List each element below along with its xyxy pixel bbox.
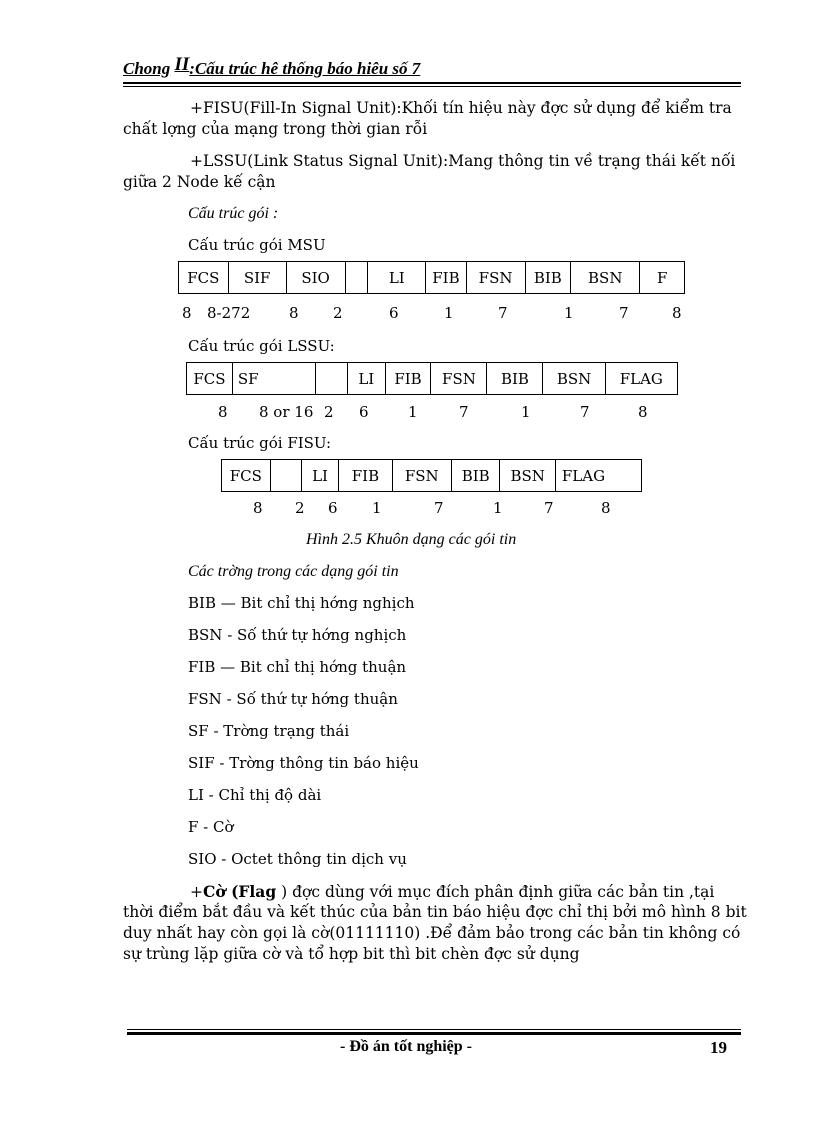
fisu-field: BIB: [451, 460, 499, 492]
fisu-para-line1: +FISU(Fill-In Signal Unit):Khối tín hiệu này đợc sử dụng để kiểm tra: [190, 99, 732, 117]
header-prefix: Chong: [123, 59, 171, 78]
msu-field: BSN: [571, 262, 640, 294]
fisu-bit: 1: [372, 499, 382, 517]
lssu-bits: [0, 403, 816, 423]
lssu-bit: 2: [324, 403, 334, 421]
footer-text: - Đồ án tốt nghiệp -: [340, 1038, 473, 1055]
legend-item: BSN - Số thứ tự hớng nghịch: [188, 626, 407, 644]
msu-field: FSN: [466, 262, 525, 294]
legend-item: BIB — Bit chỉ thị hớng nghịch: [188, 594, 415, 612]
msu-bit: 8-272: [207, 304, 251, 322]
msu-bit: 1: [444, 304, 454, 322]
lssu-field: FIB: [385, 363, 431, 395]
fisu-bit: 1: [493, 499, 503, 517]
lssu-para-line2: giữa 2 Node kế cận: [123, 173, 276, 191]
msu-field: BIB: [525, 262, 571, 294]
fisu-field: LI: [301, 460, 338, 492]
msu-field: FCS: [179, 262, 229, 294]
fisu-caption: Cấu trúc gói FISU:: [188, 434, 332, 452]
flag-para-line2: thời điểm bắt đầu và kết thúc của bản tin báo hiệu đợc chỉ thị bởi mô hình 8 bit: [123, 903, 747, 921]
fisu-bit: 2: [295, 499, 305, 517]
msu-table: [178, 261, 685, 294]
fisu-bits: [0, 499, 816, 519]
legend-item: SIF - Trờng thông tin báo hiệu: [188, 754, 419, 772]
flag-para-line1: [190, 881, 714, 903]
msu-bit: 7: [498, 304, 508, 322]
fisu-para-line2: chất lợng của mạng trong thời gian rỗi: [123, 120, 428, 138]
page-number: 19: [710, 1038, 727, 1057]
msu-field: SIF: [228, 262, 286, 294]
fisu-field: FSN: [392, 460, 451, 492]
footer-rule: [127, 1032, 741, 1035]
lssu-para-line1: +LSSU(Link Status Signal Unit):Mang thông tin về trạng thái kết nối: [190, 152, 736, 170]
lssu-bit: 8: [638, 403, 648, 421]
fisu-field: FCS: [222, 460, 271, 492]
lssu-bit: 8 or 16: [259, 403, 314, 421]
fisu-bit: 7: [434, 499, 444, 517]
legend-item: SIO - Octet thông tin dịch vụ: [188, 850, 407, 868]
msu-bit: 8: [182, 304, 192, 322]
flag-para-line4: sự trùng lặp giữa cờ và tổ hợp bit thì bit chèn đợc sử dụng: [123, 945, 580, 963]
header-colon: :: [189, 59, 195, 78]
legend-item: FSN - Số thứ tự hớng thuận: [188, 690, 398, 708]
lssu-bit: 7: [459, 403, 469, 421]
fisu-field: FIB: [339, 460, 392, 492]
lssu-field: FSN: [431, 363, 487, 395]
lssu-bit: 7: [580, 403, 590, 421]
legend-item: FIB — Bit chỉ thị hớng thuận: [188, 658, 407, 676]
lssu-bit: 1: [521, 403, 531, 421]
flag-term: Cờ (Flag: [203, 882, 277, 901]
msu-bit: 8: [289, 304, 299, 322]
lssu-field: [316, 363, 348, 395]
lssu-field: FCS: [187, 363, 233, 395]
msu-bit: 6: [389, 304, 399, 322]
msu-field: [345, 262, 368, 294]
fisu-bit: 6: [328, 499, 338, 517]
msu-field: FIB: [426, 262, 466, 294]
lssu-field: SF: [232, 363, 316, 395]
flag-plus: +: [190, 883, 203, 901]
msu-bit: 8: [672, 304, 682, 322]
lssu-caption: Cấu trúc gói LSSU:: [188, 337, 335, 355]
fisu-bit: 8: [601, 499, 611, 517]
lssu-field: BSN: [543, 363, 605, 395]
lssu-bit: 1: [408, 403, 418, 421]
lssu-bit: 8: [218, 403, 228, 421]
msu-bits: [0, 304, 816, 324]
fisu-field: BSN: [500, 460, 555, 492]
header-title: Cấu trúc hê thống báo hiêu số 7: [194, 59, 421, 78]
lssu-table: [186, 362, 678, 395]
section-heading: Cấu trúc gói :: [188, 205, 279, 222]
header-roman: II: [174, 54, 190, 75]
fisu-table: [221, 459, 642, 492]
msu-bit: 1: [564, 304, 574, 322]
fisu-bit: 7: [544, 499, 554, 517]
fisu-bit: 8: [253, 499, 263, 517]
flag-para-line3: duy nhất hay còn gọi là cờ(01111110) .Để đảm bảo trong các bản tin không có: [123, 924, 741, 942]
msu-field: LI: [368, 262, 426, 294]
lssu-field: FLAG: [605, 363, 677, 395]
flag-line1-rest: ) đợc dùng với mục đích phân định giữa các bản tin ,tại: [276, 883, 715, 901]
header-rule-thin: [123, 86, 741, 87]
msu-field: SIO: [286, 262, 345, 294]
lssu-bit: 6: [359, 403, 369, 421]
msu-caption: Cấu trúc gói MSU: [188, 236, 326, 254]
header-rule: [123, 82, 741, 84]
lssu-field: BIB: [487, 363, 543, 395]
fisu-field: [270, 460, 301, 492]
msu-field: F: [640, 262, 685, 294]
fisu-field: FLAG: [555, 460, 641, 492]
legend-item: LI - Chỉ thị độ dài: [188, 786, 322, 804]
lssu-field: LI: [347, 363, 385, 395]
footer-rule-thin: [127, 1029, 741, 1030]
legend-item: SF - Trờng trạng thái: [188, 722, 350, 740]
running-header: [123, 54, 421, 80]
msu-bit: 2: [333, 304, 343, 322]
fields-heading: Các trờng trong các dạng gói tin: [188, 563, 399, 580]
msu-bit: 7: [619, 304, 629, 322]
legend-item: F - Cờ: [188, 818, 234, 836]
figure-caption: Hình 2.5 Khuôn dạng các gói tin: [306, 531, 517, 548]
